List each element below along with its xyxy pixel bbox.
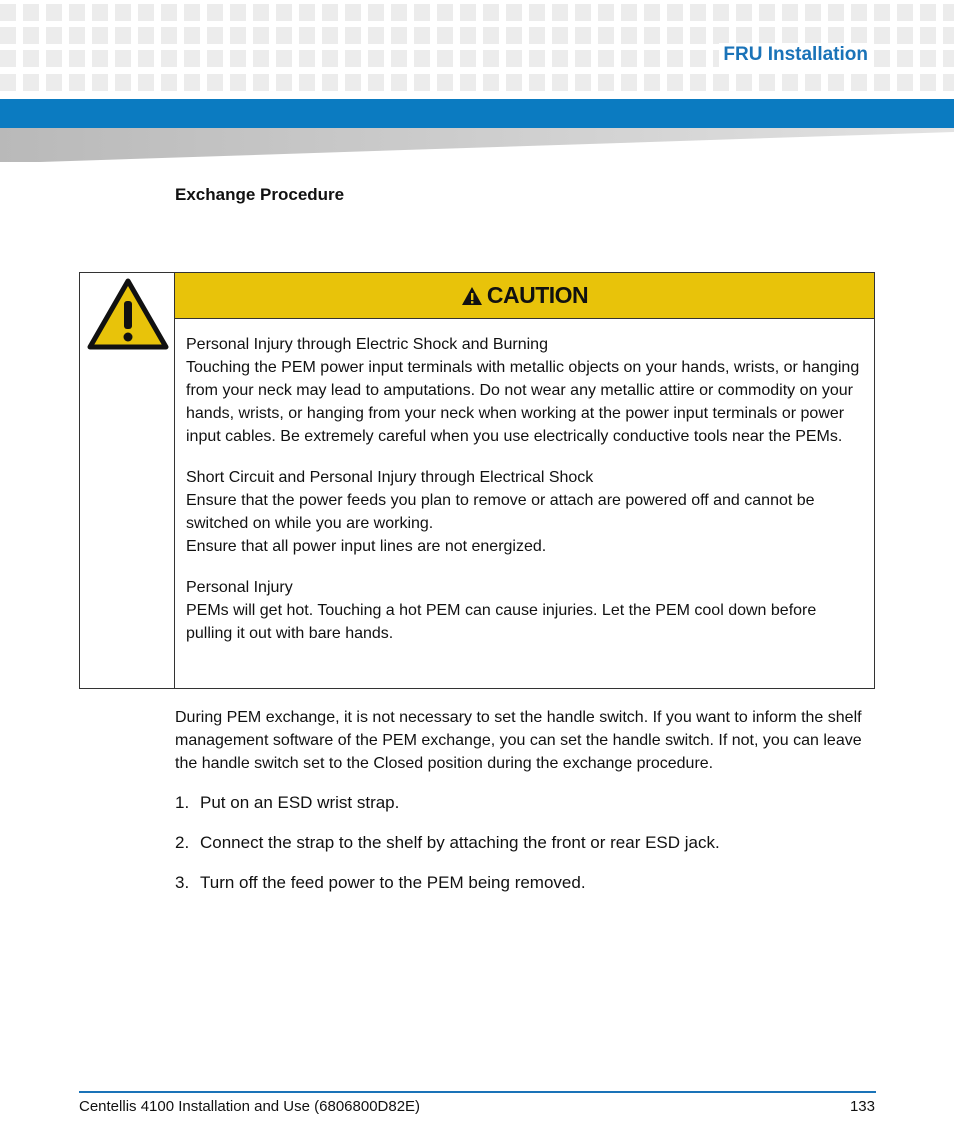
body-paragraph: During PEM exchange, it is not necessary to set the handle switch. If you want to inform the shelf management software of the PEM exchange, you can set the handle switch. If not, you can leave the handle switch set to the Closed position during the exchange procedure. xyxy=(175,709,862,772)
header-band xyxy=(0,99,954,128)
caution-block xyxy=(186,466,866,558)
footer-document-title: Centellis 4100 Installation and Use (6806800D82E) xyxy=(79,1098,421,1115)
caution-text xyxy=(186,333,866,645)
caution-block-line: PEMs will get hot. Touching a hot PEM can cause injuries. Let the PEM cool down before pulling it out with bare hands. xyxy=(186,602,817,642)
caution-block-title: Short Circuit and Personal Injury through Electrical Shock xyxy=(186,469,594,486)
section-heading: Exchange Procedure xyxy=(175,185,345,204)
caution-banner xyxy=(175,273,874,319)
section-title: FRU Installation xyxy=(719,43,872,67)
step-number: 3. xyxy=(175,873,190,892)
step-text: Connect the strap to the shelf by attaching the front or rear ESD jack. xyxy=(200,833,720,852)
warning-triangle-icon xyxy=(86,277,170,351)
step-text: Put on an ESD wrist strap. xyxy=(200,793,400,812)
page-number: 133 xyxy=(849,1098,875,1115)
warning-small-icon xyxy=(461,286,483,306)
caution-label: CAUTION xyxy=(486,282,589,308)
caution-block-line: Ensure that the power feeds you plan to remove or attach are powered off and cannot be switched on while you are working. xyxy=(186,492,815,532)
procedure-step xyxy=(175,831,875,871)
caution-block-line: Touching the PEM power input terminals with metallic objects on your hands, wrists, or hanging from your neck may lead to amputations. Do not wear any metallic attire or commodity on your hands, wrists, or hanging from your neck when working at the power input terminals or power input cables. Be extremely careful when you use electrically conductive tools near the PEMs. xyxy=(186,359,860,445)
footer-rule xyxy=(79,1091,876,1093)
procedure-steps xyxy=(175,791,875,911)
caution-block-title: Personal Injury through Electric Shock and Burning xyxy=(186,336,548,353)
procedure-step xyxy=(175,791,875,831)
step-number: 1. xyxy=(175,793,190,812)
caution-box xyxy=(79,272,875,689)
header-wedge xyxy=(0,128,954,164)
caution-block-line: Ensure that all power input lines are not energized. xyxy=(186,538,547,555)
step-number: 2. xyxy=(175,833,190,852)
caution-icon-cell xyxy=(80,273,175,688)
procedure-step xyxy=(175,871,875,911)
caution-block-title: Personal Injury xyxy=(186,579,293,596)
caution-block xyxy=(186,576,866,645)
caution-block xyxy=(186,333,866,448)
step-text: Turn off the feed power to the PEM being removed. xyxy=(200,873,586,892)
